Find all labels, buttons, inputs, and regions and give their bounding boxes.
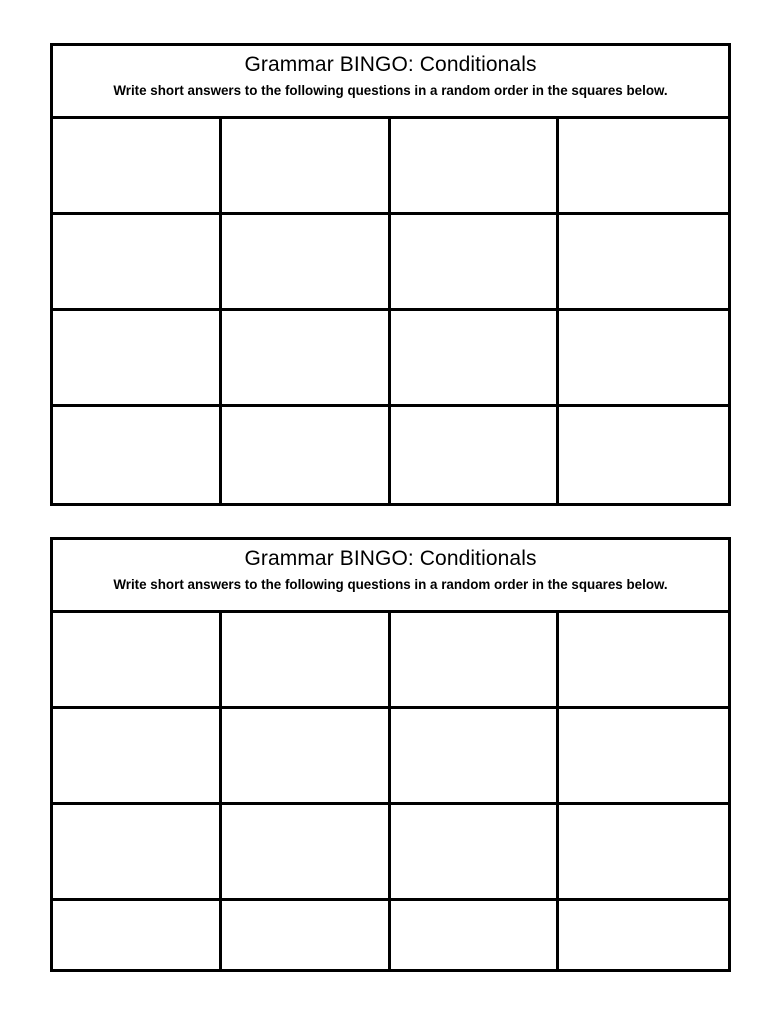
bingo-square[interactable] (391, 119, 560, 215)
card-header (53, 46, 728, 119)
bingo-square[interactable] (53, 613, 222, 709)
bingo-square[interactable] (222, 407, 391, 503)
bingo-square[interactable] (559, 215, 728, 311)
bingo-square[interactable] (53, 901, 222, 969)
bingo-square[interactable] (53, 805, 222, 901)
bingo-grid (53, 119, 728, 503)
bingo-square[interactable] (53, 119, 222, 215)
bingo-square[interactable] (222, 805, 391, 901)
bingo-square[interactable] (559, 407, 728, 503)
bingo-square[interactable] (222, 901, 391, 969)
card-title: Grammar BINGO: Conditionals (244, 53, 537, 76)
bingo-square[interactable] (53, 709, 222, 805)
bingo-square[interactable] (53, 311, 222, 407)
bingo-card-1 (50, 43, 731, 506)
bingo-square[interactable] (391, 901, 560, 969)
bingo-square[interactable] (559, 119, 728, 215)
bingo-square[interactable] (391, 805, 560, 901)
bingo-square[interactable] (391, 215, 560, 311)
bingo-square[interactable] (391, 407, 560, 503)
card-instructions: Write short answers to the following questions in a random order in the squares below. (113, 577, 668, 592)
bingo-square[interactable] (391, 709, 560, 805)
bingo-square[interactable] (53, 407, 222, 503)
bingo-square[interactable] (53, 215, 222, 311)
bingo-square[interactable] (222, 709, 391, 805)
card-instructions: Write short answers to the following questions in a random order in the squares below. (113, 83, 668, 98)
bingo-square[interactable] (222, 613, 391, 709)
bingo-square[interactable] (559, 613, 728, 709)
bingo-square[interactable] (222, 119, 391, 215)
bingo-card-2 (50, 537, 731, 972)
bingo-square[interactable] (559, 805, 728, 901)
bingo-square[interactable] (559, 709, 728, 805)
bingo-square[interactable] (222, 215, 391, 311)
bingo-square[interactable] (391, 613, 560, 709)
bingo-square[interactable] (391, 311, 560, 407)
card-title: Grammar BINGO: Conditionals (244, 547, 537, 570)
bingo-square[interactable] (559, 901, 728, 969)
bingo-grid (53, 613, 728, 969)
bingo-square[interactable] (559, 311, 728, 407)
bingo-square[interactable] (222, 311, 391, 407)
card-header (53, 540, 728, 613)
